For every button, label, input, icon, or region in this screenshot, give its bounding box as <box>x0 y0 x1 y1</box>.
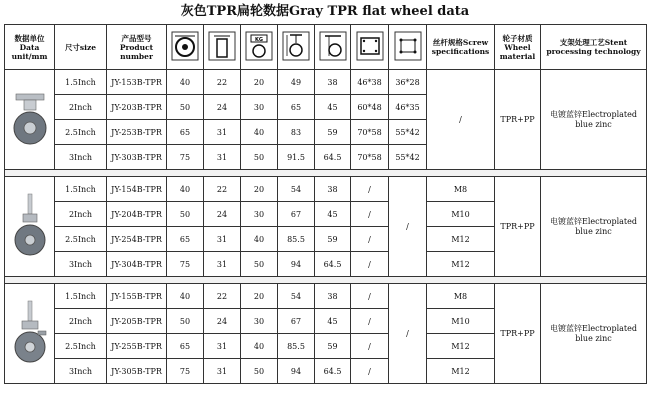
hole-cell: / <box>389 177 427 277</box>
plate-cell: / <box>351 284 389 309</box>
page-title: 灰色TPR扁轮数据Gray TPR flat wheel data <box>180 4 470 19</box>
header-unit: 数据单位Data unit/mm <box>5 25 55 70</box>
model-cell: JY-153B-TPR <box>107 70 167 95</box>
width-cell: 24 <box>204 95 241 120</box>
product-photo-cell <box>5 177 55 277</box>
load-cell: 30 <box>241 202 278 227</box>
hole-cell: 55*42 <box>389 145 427 170</box>
header-process: 支架处理工艺Stent processing technology <box>541 25 647 70</box>
load-cell: 30 <box>241 309 278 334</box>
width-cell: 31 <box>204 359 241 384</box>
height-cell: 67 <box>278 202 315 227</box>
diameter-cell: 75 <box>167 359 204 384</box>
model-cell: JY-303B-TPR <box>107 145 167 170</box>
plate-cell: 60*48 <box>351 95 389 120</box>
screw-cell: M8 <box>427 284 495 309</box>
diameter-cell: 40 <box>167 284 204 309</box>
size-cell: 2Inch <box>55 202 107 227</box>
top-plate-size-icon <box>356 31 384 61</box>
width-cell: 31 <box>204 145 241 170</box>
plate-cell: / <box>351 202 389 227</box>
header-width-icon <box>204 25 241 70</box>
header-hole-icon <box>389 25 427 70</box>
width-cell: 22 <box>204 177 241 202</box>
material-cell: TPR+PP <box>495 70 541 170</box>
screw-cell: M8 <box>427 177 495 202</box>
swivel-offset-icon <box>319 31 347 61</box>
product-photo-cell <box>5 284 55 384</box>
width-cell: 31 <box>204 120 241 145</box>
offset-cell: 45 <box>315 309 351 334</box>
model-cell: JY-154B-TPR <box>107 177 167 202</box>
material-cell: TPR+PP <box>495 284 541 384</box>
diameter-cell: 50 <box>167 202 204 227</box>
svg-text:KG: KG <box>255 37 263 43</box>
offset-cell: 59 <box>315 120 351 145</box>
offset-cell: 38 <box>315 284 351 309</box>
table-row <box>5 177 647 202</box>
height-cell: 94 <box>278 359 315 384</box>
size-cell: 2Inch <box>55 95 107 120</box>
hole-cell: 36*28 <box>389 70 427 95</box>
size-cell: 1.5Inch <box>55 70 107 95</box>
offset-cell: 45 <box>315 95 351 120</box>
model-cell: JY-205B-TPR <box>107 309 167 334</box>
header-material: 轮子材质Wheel material <box>495 25 541 70</box>
load-cell: 30 <box>241 95 278 120</box>
diameter-cell: 75 <box>167 252 204 277</box>
screw-cell: M10 <box>427 309 495 334</box>
size-cell: 3Inch <box>55 359 107 384</box>
wheel-width-icon <box>208 31 236 61</box>
wheel-diameter-icon <box>171 31 199 61</box>
screw-cell: M12 <box>427 252 495 277</box>
offset-cell: 59 <box>315 334 351 359</box>
plate-cell: 46*38 <box>351 70 389 95</box>
hole-cell: 46*35 <box>389 95 427 120</box>
load-cell: 50 <box>241 359 278 384</box>
table-row <box>5 70 647 95</box>
diameter-cell: 50 <box>167 95 204 120</box>
offset-cell: 64.5 <box>315 145 351 170</box>
diameter-cell: 65 <box>167 120 204 145</box>
diameter-cell: 50 <box>167 309 204 334</box>
process-cell: 电镀蓝锌Electroplated blue zinc <box>541 177 647 277</box>
size-cell: 3Inch <box>55 252 107 277</box>
load-cell: 50 <box>241 145 278 170</box>
screw-cell: / <box>427 70 495 170</box>
plate-cell: / <box>351 227 389 252</box>
height-cell: 94 <box>278 252 315 277</box>
height-cell: 54 <box>278 284 315 309</box>
offset-cell: 38 <box>315 70 351 95</box>
model-cell: JY-304B-TPR <box>107 252 167 277</box>
plate-cell: / <box>351 252 389 277</box>
offset-cell: 59 <box>315 227 351 252</box>
hole-cell: / <box>389 284 427 384</box>
model-cell: JY-255B-TPR <box>107 334 167 359</box>
header-load-icon <box>241 25 278 70</box>
height-cell: 85.5 <box>278 334 315 359</box>
table-row <box>5 284 647 309</box>
size-cell: 2.5Inch <box>55 334 107 359</box>
height-cell: 85.5 <box>278 227 315 252</box>
width-cell: 24 <box>204 309 241 334</box>
product-photo-cell <box>5 70 55 170</box>
offset-cell: 64.5 <box>315 359 351 384</box>
material-cell: TPR+PP <box>495 177 541 277</box>
installation-height-icon <box>282 31 310 61</box>
load-cell: 40 <box>241 120 278 145</box>
size-cell: 2.5Inch <box>55 120 107 145</box>
model-cell: JY-254B-TPR <box>107 227 167 252</box>
header-height-icon <box>278 25 315 70</box>
diameter-cell: 75 <box>167 145 204 170</box>
size-cell: 1.5Inch <box>55 177 107 202</box>
height-cell: 67 <box>278 309 315 334</box>
plate-cell: / <box>351 309 389 334</box>
threaded-stem-caster-photo <box>10 192 50 262</box>
load-capacity-icon <box>245 31 273 61</box>
offset-cell: 64.5 <box>315 252 351 277</box>
diameter-cell: 65 <box>167 334 204 359</box>
model-cell: JY-203B-TPR <box>107 95 167 120</box>
plate-cell: / <box>351 359 389 384</box>
size-cell: 1.5Inch <box>55 284 107 309</box>
offset-cell: 38 <box>315 177 351 202</box>
diameter-cell: 65 <box>167 227 204 252</box>
swivel-plate-caster-photo <box>10 90 50 150</box>
model-cell: JY-155B-TPR <box>107 284 167 309</box>
threaded-stem-brake-caster-photo <box>10 299 50 369</box>
plate-cell: 70*58 <box>351 120 389 145</box>
model-cell: JY-204B-TPR <box>107 202 167 227</box>
size-cell: 3Inch <box>55 145 107 170</box>
header-offset-icon <box>315 25 351 70</box>
load-cell: 50 <box>241 252 278 277</box>
height-cell: 54 <box>278 177 315 202</box>
load-cell: 20 <box>241 70 278 95</box>
process-cell: 电镀蓝锌Electroplated blue zinc <box>541 70 647 170</box>
screw-cell: M12 <box>427 359 495 384</box>
header-size: 尺寸size <box>55 25 107 70</box>
load-cell: 20 <box>241 177 278 202</box>
load-cell: 40 <box>241 227 278 252</box>
height-cell: 91.5 <box>278 145 315 170</box>
plate-cell: / <box>351 177 389 202</box>
group-separator <box>5 170 647 177</box>
width-cell: 22 <box>204 70 241 95</box>
screw-cell: M12 <box>427 334 495 359</box>
diameter-cell: 40 <box>167 70 204 95</box>
size-cell: 2Inch <box>55 309 107 334</box>
width-cell: 31 <box>204 227 241 252</box>
plate-cell: / <box>351 334 389 359</box>
width-cell: 22 <box>204 284 241 309</box>
width-cell: 31 <box>204 252 241 277</box>
header-diameter-icon <box>167 25 204 70</box>
process-cell: 电镀蓝锌Electroplated blue zinc <box>541 284 647 384</box>
size-cell: 2.5Inch <box>55 227 107 252</box>
model-cell: JY-253B-TPR <box>107 120 167 145</box>
diameter-cell: 40 <box>167 177 204 202</box>
height-cell: 83 <box>278 120 315 145</box>
header-model: 产品型号Product number <box>107 25 167 70</box>
height-cell: 49 <box>278 70 315 95</box>
load-cell: 20 <box>241 284 278 309</box>
hole-cell: 55*42 <box>389 120 427 145</box>
bolt-hole-spacing-icon <box>394 31 422 61</box>
offset-cell: 45 <box>315 202 351 227</box>
screw-cell: M12 <box>427 227 495 252</box>
header-screw: 丝杆规格Screw specifications <box>427 25 495 70</box>
spec-table <box>4 24 647 384</box>
group-separator <box>5 277 647 284</box>
height-cell: 65 <box>278 95 315 120</box>
header-plate-icon <box>351 25 389 70</box>
width-cell: 24 <box>204 202 241 227</box>
width-cell: 31 <box>204 334 241 359</box>
screw-cell: M10 <box>427 202 495 227</box>
plate-cell: 70*58 <box>351 145 389 170</box>
model-cell: JY-305B-TPR <box>107 359 167 384</box>
load-cell: 40 <box>241 334 278 359</box>
